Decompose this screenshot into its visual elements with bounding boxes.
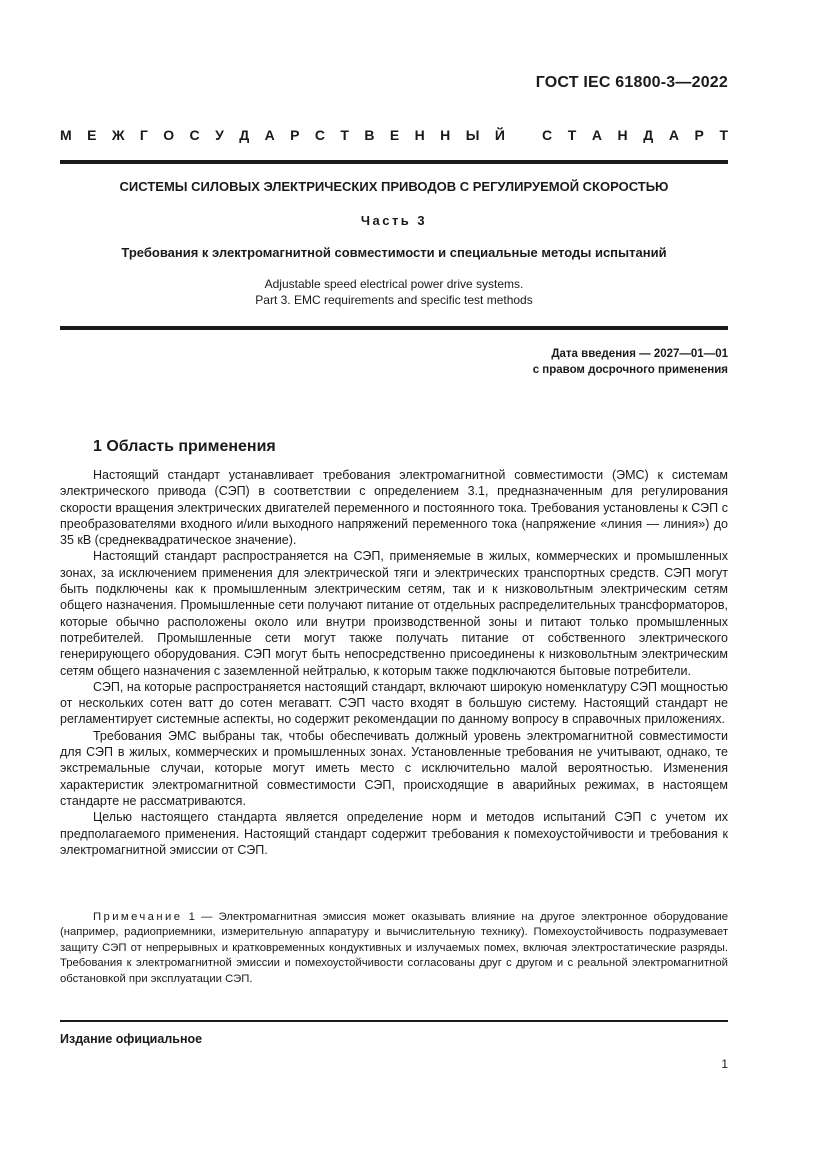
banner-letter: Е [87,127,97,143]
interstate-word [60,127,505,143]
paragraph: Требования ЭМС выбраны так, чтобы обеспечивать должный уровень электромагнитной совместимости для СЭП в жилых, коммерческих и промышленных зонах. Установленные требования не учитывают, однако, те экстремальные случаи, которые могут иметь место с исключительно малой вероятностью. Изменения характеристик электромагнитной совместимости СЭП, происходящие в аварийных режимах, в настоящем стандарте не рассматриваются. [60,728,728,808]
banner-letter: А [591,127,602,143]
banner-letter: А [264,127,275,143]
banner-letter: Т [567,127,577,143]
banner-letter: Д [643,127,654,143]
interstate-standard-banner [60,127,728,143]
banner-letter: Е [389,127,400,143]
english-title [60,276,728,308]
early-application: с правом досрочного применения [532,363,728,376]
banner-letter: Г [139,127,148,143]
english-title-line: Adjustable speed electrical power drive systems. [264,277,524,291]
official-edition-label: Издание официальное [60,1032,203,1046]
paragraph: СЭП, на которые распространяется настоящий стандарт, включают широкую номенклатуру СЭП мощностью от нескольких сотен ватт до сотен мегаватт. СЭП часто входят в большую систему. Настоящий стандарт не регламентирует системные аспекты, но содержит рекомендации по данному вопросу в справочных приложениях. [60,679,728,727]
banner-letter: Т [719,127,728,143]
note-label: Примечание [93,911,183,923]
introduction-date-block [533,347,728,378]
document-part: Часть 3 [360,213,428,228]
introduction-date: Дата введения — 2027—01—01 [551,348,728,360]
paragraph: Целью настоящего стандарта является определение норм и методов испытаний СЭП с учетом их предполагаемого применения. Настоящий стандарт содержит требования к помехоустойчивости и требования к электромагнитной эмиссии от СЭП. [60,810,728,857]
banner-letter: Н [617,127,628,143]
note [60,910,728,987]
page-number: 1 [721,1057,728,1071]
standard-word [542,127,728,143]
banner-letter: В [364,127,375,143]
document-subtitle: Требования к электромагнитной совместимости и специальные методы испытаний [121,245,667,260]
banner-letter: Ж [111,127,125,143]
banner-letter: Й [494,127,505,143]
title-rule [60,326,728,330]
english-title-line: Part 3. EMC requirements and specific test methods [255,293,533,307]
header-rule [60,160,728,164]
banner-letter: О [163,127,175,143]
banner-letter: Т [340,127,349,143]
banner-letter: У [215,127,224,143]
section-heading: 1 Область применения [93,438,276,455]
section-body [60,467,728,858]
banner-letter: С [314,127,325,143]
banner-letter: Н [414,127,425,143]
banner-letter: Р [290,127,300,143]
document-title: СИСТЕМЫ СИЛОВЫХ ЭЛЕКТРИЧЕСКИХ ПРИВОДОВ С РЕГУЛИРУЕМОЙ СКОРОСТЬЮ [119,179,669,194]
footer-rule [60,1020,728,1022]
banner-letter: Д [239,127,250,143]
banner-letter: Н [440,127,451,143]
document-number: ГОСТ IEC 61800-3—2022 [535,74,728,91]
paragraph: Настоящий стандарт распространяется на СЭП, применяемые в жилых, коммерческих и промышленных зонах, за исключением применения для электрической тяги и электрических транспортных средств. СЭП могут быть подключены как к промышленным электрическим сетям, так и к низковольтным электрическим сетям общего назначения. Промышленные сети получают питание от отдельных распределительных трансформаторов, которые обычно расположены около или внутри производственной зоны и питают только промышленных потребителей. Промышленные сети могут также получать питание от собственного электрического генерирующего оборудования. СЭП могут быть непосредственно присоединены к низковольтным электрическим сетям общего назначения с заземленной нейтралью, к которым также подключаются бытовые потребители. [60,549,728,678]
banner-letter: С [189,127,200,143]
paragraph: Настоящий стандарт устанавливает требования электромагнитной совместимости (ЭМС) к системам электрического привода (СЭП) в соответствии с определением 3.1, предназначенным для регулирования скорости вращения электрических двигателей переменного и постоянного тока. Требования установлены к СЭП с преобразователями входного и/или выходного напряжений переменного тока (напряжение «линия — линия») до 35 кВ (среднеквадратическое значение). [60,468,728,548]
banner-letter: Ы [465,127,480,143]
note-text: 1 — Электромагнитная эмиссия может оказывать влияние на другое электронное оборудование (например, радиоприемники, измерительную аппаратуру и вычислительную технику). Помехоустойчивость подразумевает защиту СЭП от непрерывных и кратковременных кондуктивных и излучаемых помех, включая электростатические разряды. Требования к электромагнитной эмиссии и помехоустойчивости согласованы друг с другом и с реальной электромагнитной обстановкой при эксплуатации СЭП. [60,911,728,985]
banner-letter: А [668,127,679,143]
banner-letter: Р [694,127,704,143]
banner-letter: С [542,127,553,143]
banner-letter: М [60,127,72,143]
